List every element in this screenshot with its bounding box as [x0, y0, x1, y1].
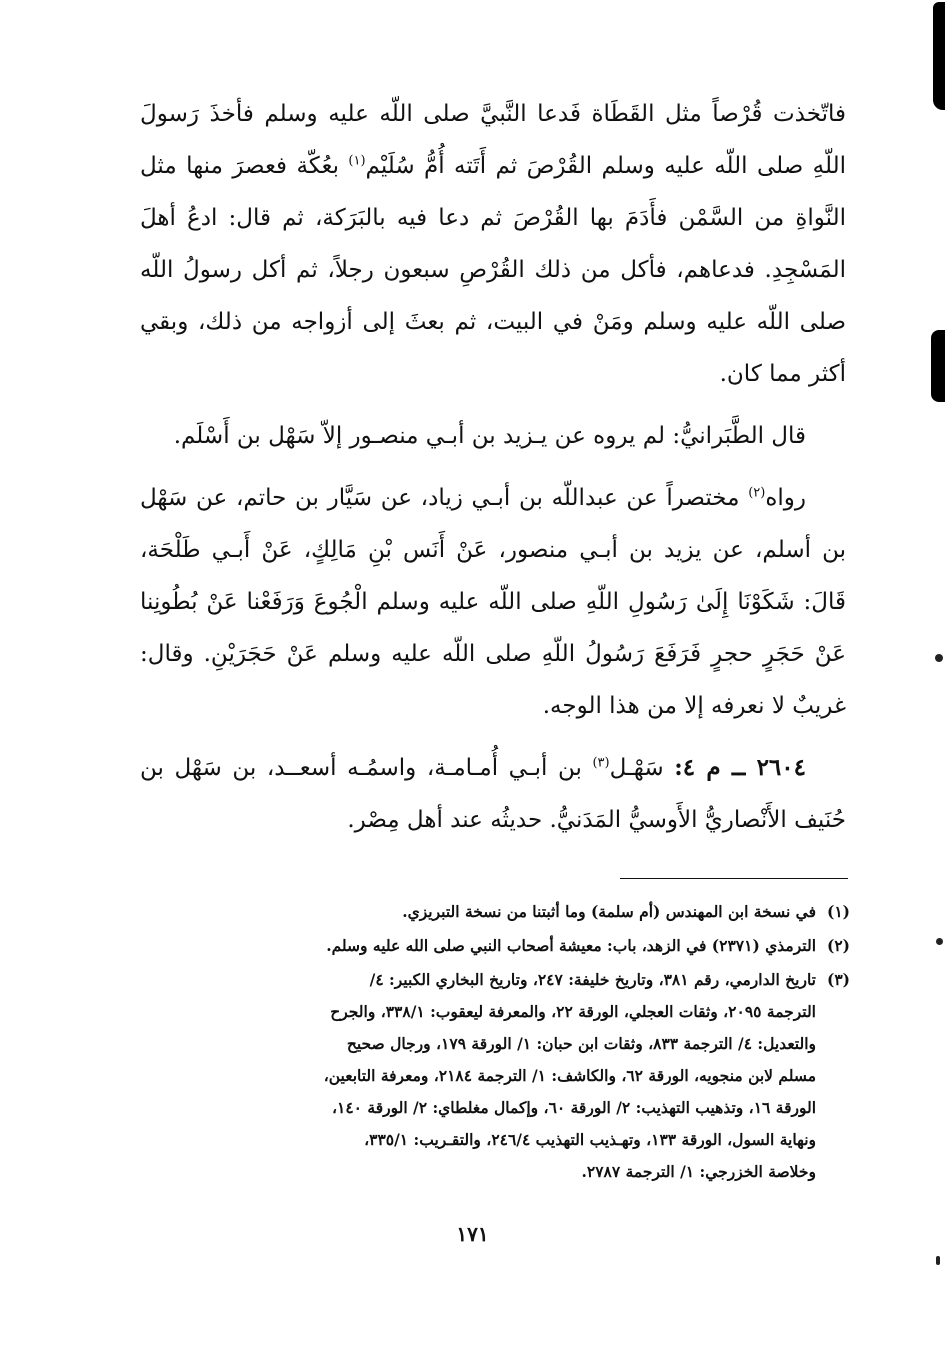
- scan-edge-mark: [933, 2, 945, 110]
- paragraph-riwayah: رواه$^{(٢)}$ مختصراً عن عبداللّه بن أبـي زياد، عن سَيَّار بن حاتم، عن سَهْل بن أسلم، عن يزيد بن أبـي منصور، عَنْ أَنَس بْنِ مَالِكٍ، عَنْ أَبـي طَلْحَة، قَالَ: شَكَوْنَا إِلَىٰ رَسُولِ اللّهِ صلى اللّه عليه وسلم الْجُوعَ وَرَفَعْنا عَنْ بُطُونِنا عَنْ حَجَرٍ حجرٍ فَرَفَعَ رَسُولُ اللّهِ صلى اللّه عليه وسلم عَنْ حَجَرَيْنِ. وقال: غريبٌ لا نعرفه إلا من هذا الوجه.: [140, 485, 846, 719]
- footnote-item: [150, 930, 850, 962]
- footnote-ref: (١): [348, 153, 366, 169]
- scan-edge-mark: [931, 330, 945, 402]
- footnote-marker: (١): [826, 902, 850, 921]
- footnote-item: [150, 896, 850, 928]
- scan-speck: [936, 938, 943, 945]
- entry-number: ٢٦٠٤ ــ م ٤:: [674, 754, 806, 781]
- main-text: [140, 88, 846, 856]
- scan-speck: [935, 654, 943, 662]
- scan-speck: [936, 1256, 940, 1265]
- footnote-ref: (٢): [748, 485, 766, 501]
- footnote-ref: (٣): [592, 755, 610, 771]
- footnote-text: في نسخة ابن المهندس (أم سلمة) وما أثبتنا من نسخة التبريزي.: [402, 902, 816, 921]
- footnote-text: الترمذي (٢٣٧١) في الزهد، باب: معيشة أصحاب النبي صلى الله عليه وسلم.: [326, 936, 816, 955]
- footnote-item: [150, 964, 850, 1188]
- footnote-marker: (٣): [826, 970, 850, 989]
- paragraph-biography-entry: ٢٦٠٤ ــ م ٤: سَهْـل$^{(٣)}$ بن أبـي أُمـامـة، واسمُـه أسعــد، بن سَهْل بن حُنَيف الأَنْصاريُّ الأَوسيُّ المَدَنيُّ. حديثُه عند أهل مِصْر.: [140, 754, 846, 833]
- footnote-marker: (٢): [826, 936, 850, 955]
- footnote-separator: [620, 878, 848, 879]
- footnote-text: تاريخ الدارمي، رقم ٣٨١، وتاريخ خليفة: ٢٤٧، وتاريخ البخاري الكبير: ٤/ الترجمة ٢٠٩٥، وثقات العجلي، الورقة ٢٢، والمعرفة ليعقوب: ٣٣٨/١، والجرح والتعديل: ٤/ الترجمة ٨٣٣، وثقات ابن حبان: ١/ الورقة ١٧٩، ورجال صحيح مسلم لابن منجويه، الورقة ٦٢، والكاشف: ١/ الترجمة ٢١٨٤، ومعرفة التابعين، الورقة ١٦، وتذهيب التهذيب: ٢/ الورقة ٦٠، وإكمال مغلطاي: ٢/ الورقة ١٤٠، ونهاية السول، الورقة ١٣٣، وتهـذيب التهذيب ٢٤٦/٤، والتقـريب: ٣٣٥/١، وخلاصة الخزرجي: ١/ الترجمة ٢٧٨٧.: [323, 970, 816, 1181]
- paragraph-tabarani: قال الطَّبَرانيُّ: لم يروه عن يـزيد بن أبـي منصـور إلاّ سَهْل بن أَسْلَم.: [173, 423, 806, 449]
- paragraph-hadith: فاتّخذت قُرْصاً مثل القَطَاة فَدعا النَّبيَّ صلى اللّه عليه وسلم فأخذَ رَسولَ اللّهِ صلى اللّه عليه وسلم القُرْصَ ثم أَتَته أُمُّ سُلَيْم$^{(١)}$ بعُكّة فعصرَ منها مثل النَّواةِ من السَّمْن فأَدَمَ بها القُرْصَ ثم دعا فيه بالبَرَكة، ثم قال: ادعُ أهلَ المَسْجِدِ. فدعاهم، فأكل من ذلك القُرْصِ سبعون رجلاً، ثم أكل رسولُ اللّه صلى اللّه عليه وسلم ومَنْ في البيت، ثم بعثَ إلى أزواجه من ذلك، وبقي أكثر مما كان.: [140, 101, 846, 387]
- page-number: ١٧١: [456, 1222, 489, 1246]
- footnotes: [150, 896, 850, 1190]
